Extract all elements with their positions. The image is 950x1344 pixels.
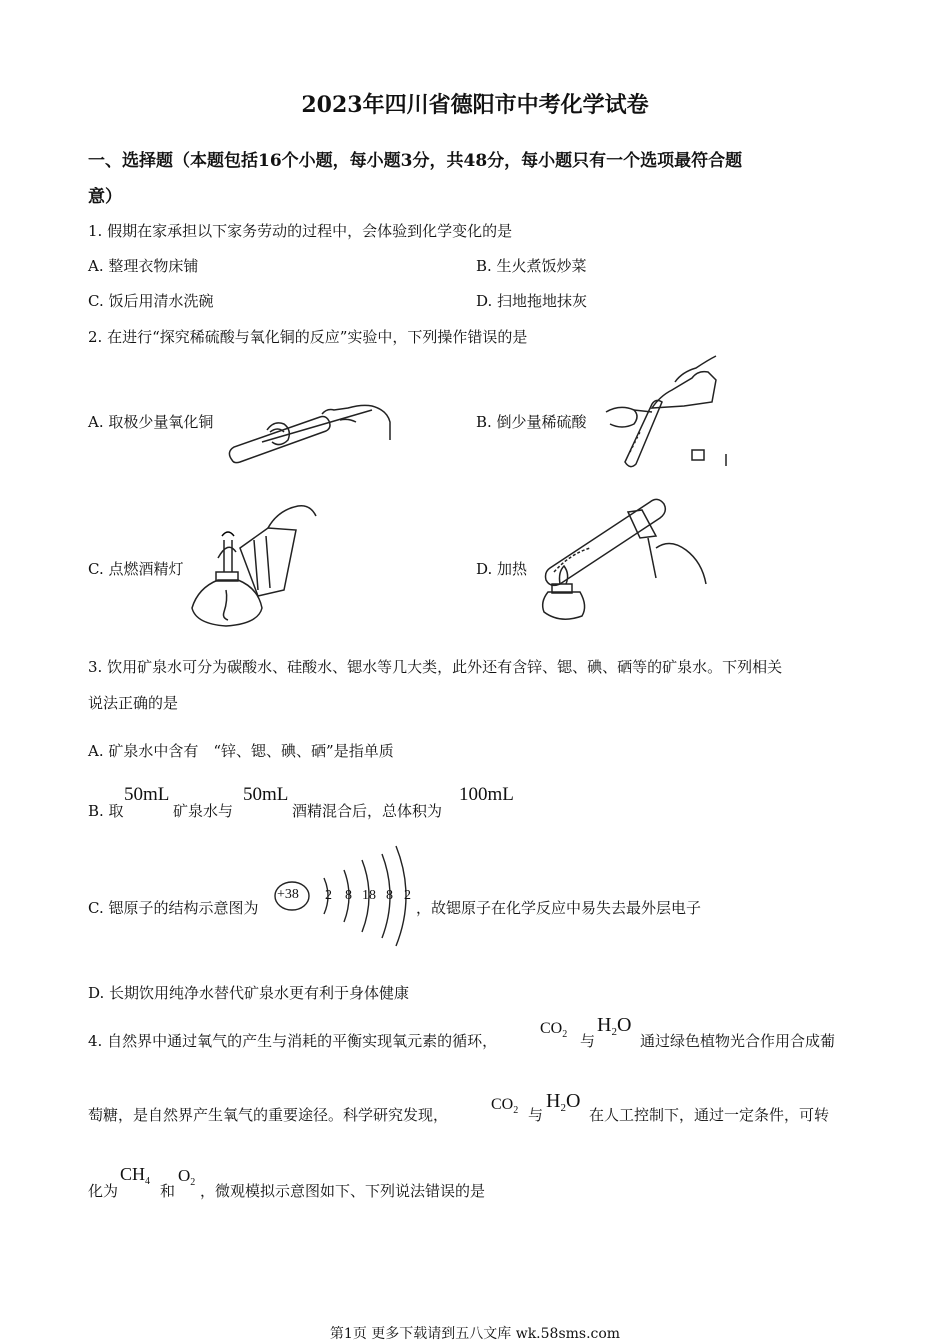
q3-option-c-suffix: ，故锶原子在化学反应中易失去最外层电子 <box>416 899 702 917</box>
atom-shell-5: 2 <box>404 888 411 903</box>
q3-option-d: D. 长期饮用纯净水替代矿泉水更有利于身体健康 <box>88 984 410 1002</box>
q2-option-a: A. 取极少量氧化铜 <box>88 413 214 431</box>
q1-option-c: C. 饭后用清水洗碗 <box>88 292 214 310</box>
q4-line3-prefix: 化为 <box>88 1182 119 1200</box>
co2-base: CO <box>540 1020 563 1037</box>
q4-and: 与 <box>580 1032 596 1050</box>
q3-option-b-volume1: 50mL <box>124 784 170 805</box>
q3-option-b-suffix: 酒精混合后，总体积为 <box>292 802 443 820</box>
figure-light-lamp <box>188 500 328 630</box>
formula-h2o <box>597 1014 631 1037</box>
h2o-h: H <box>597 1014 612 1036</box>
co2-subscript: 2 <box>513 1105 519 1116</box>
q2-option-d: D. 加热 <box>476 560 528 578</box>
q1-stem: 1. 假期在家承担以下家务劳动的过程中，会体验到化学变化的是 <box>88 222 513 240</box>
page-footer: 第1页 更多下载请到五八文库 wk.58sms.com <box>329 1326 621 1342</box>
figure-take-copper-oxide <box>222 400 392 475</box>
section-heading-line2: 意） <box>88 187 122 207</box>
h2o-h: H <box>546 1090 561 1112</box>
page-title: 2023年四川省德阳市中考化学试卷 <box>301 92 649 118</box>
ch4-subscript: 4 <box>145 1176 151 1187</box>
atom-shell-1: 2 <box>325 888 332 903</box>
atom-shell-2: 8 <box>345 888 352 903</box>
formula-o2 <box>178 1166 195 1186</box>
q3-option-b-mid: 矿泉水与 <box>173 802 234 820</box>
q4-line3-suffix: ，微观模拟示意图如下、下列说法错误的是 <box>200 1182 486 1200</box>
ch4-base: CH <box>120 1164 146 1184</box>
atom-shell-3: 18 <box>362 888 376 903</box>
formula-h2o-2 <box>546 1090 580 1113</box>
o2-subscript: 2 <box>190 1177 196 1188</box>
q2-option-b: B. 倒少量稀硫酸 <box>476 413 587 431</box>
q3-option-b-volume2: 50mL <box>243 784 289 805</box>
co2-base: CO <box>491 1096 514 1113</box>
h2o-subscript: 2 <box>611 1026 617 1038</box>
q3-stem-line1: 3. 饮用矿泉水可分为碳酸水、硅酸水、锶水等几大类，此外还有含锌、锶、碘、硒等的矿泉水。下列相关 <box>88 658 783 676</box>
q2-stem: 2. 在进行“探究稀硫酸与氧化铜的反应”实验中，下列操作错误的是 <box>88 328 528 346</box>
q1-option-b: B. 生火煮饭炒菜 <box>476 257 587 275</box>
section-heading-line1: 一、选择题（本题包括16个小题，每小题3分，共48分，每小题只有一个选项最符合题 <box>88 151 743 171</box>
q4-line2-prefix: 萄糖，是自然界产生氧气的重要途径。科学研究发现， <box>88 1106 449 1124</box>
h2o-o: O <box>565 1090 581 1112</box>
q3-stem-line2: 说法正确的是 <box>88 694 179 712</box>
h2o-o: O <box>616 1014 632 1036</box>
figure-heating <box>530 488 720 628</box>
q1-option-d: D. 扫地拖地抹灰 <box>476 292 588 310</box>
q4-line1-suffix: 通过绿色植物光合作用合成葡 <box>640 1032 836 1050</box>
q4-and-3: 和 <box>160 1182 176 1200</box>
figure-pour-acid <box>600 352 740 472</box>
q3-option-c-prefix: C. 锶原子的结构示意图为 <box>88 899 259 917</box>
q3-option-a: A. 矿泉水中含有 “锌、锶、碘、硒”是指单质 <box>88 742 394 760</box>
q3-option-b-volume3: 100mL <box>459 784 514 805</box>
q4-line1-prefix: 4. 自然界中通过氧气的产生与消耗的平衡实现氧元素的循环， <box>88 1032 498 1050</box>
formula-co2 <box>540 1020 567 1038</box>
h2o-subscript: 2 <box>560 1102 566 1114</box>
formula-co2-2 <box>491 1096 518 1114</box>
atom-shell-4: 8 <box>386 888 393 903</box>
o2-base: O <box>178 1166 191 1185</box>
q1-option-a: A. 整理衣物床铺 <box>88 257 199 275</box>
q3-option-b-prefix: B. 取 <box>88 802 124 820</box>
formula-ch4 <box>120 1164 150 1185</box>
q4-line2-suffix: 在人工控制下，通过一定条件，可转 <box>589 1106 830 1124</box>
atom-nucleus-charge: +38 <box>277 887 299 902</box>
q2-option-c: C. 点燃酒精灯 <box>88 560 184 578</box>
co2-subscript: 2 <box>562 1029 568 1040</box>
q4-and-2: 与 <box>528 1106 544 1124</box>
